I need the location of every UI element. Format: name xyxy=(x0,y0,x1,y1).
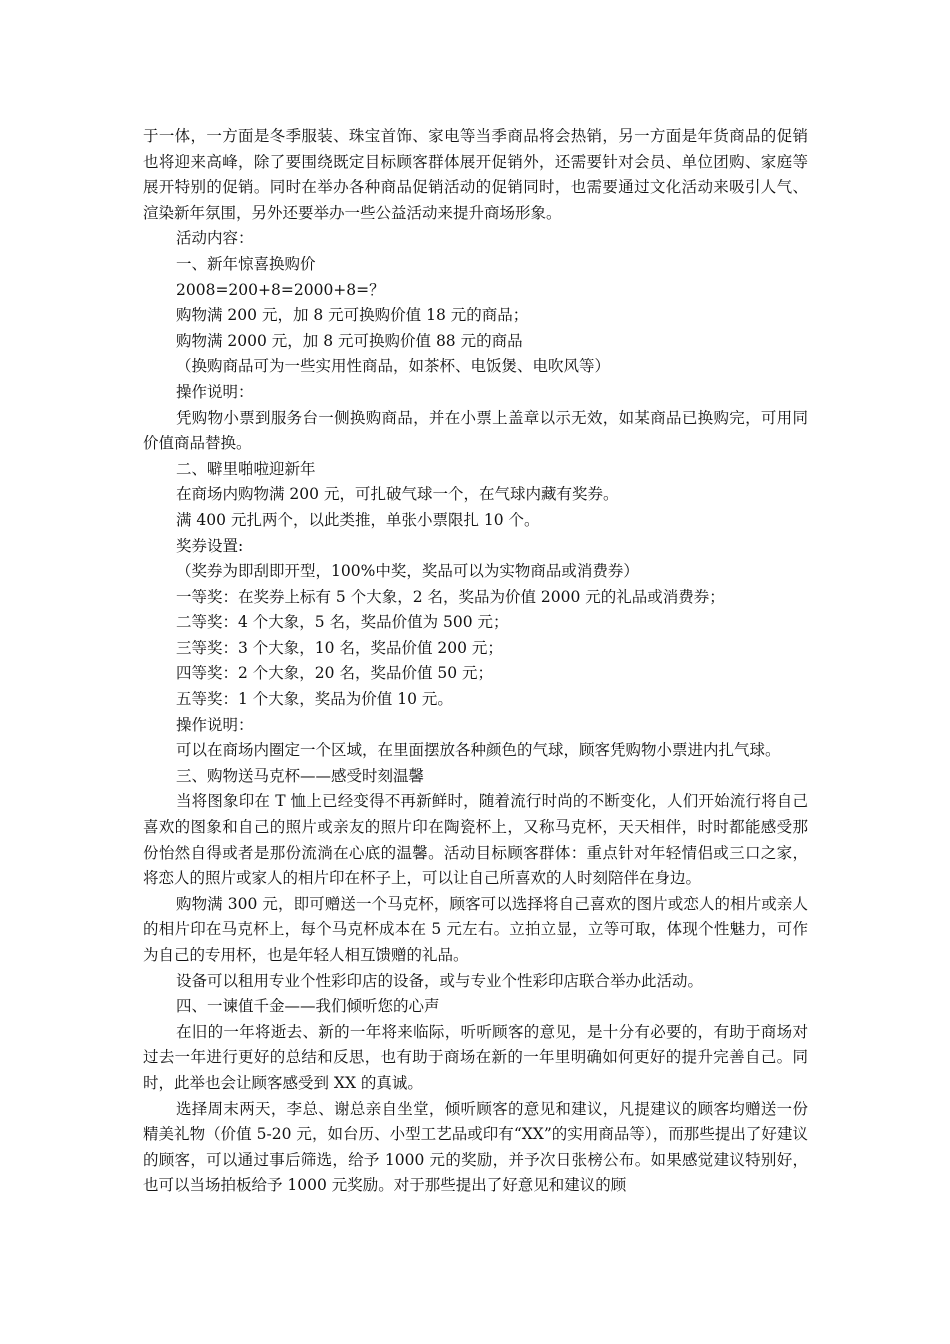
section2-ops-heading: 操作说明： xyxy=(176,715,254,734)
section1-heading: 一、新年惊喜换购价 xyxy=(176,254,316,273)
prize-item: 三等奖：3 个大象，10 名，奖品价值 200 元； xyxy=(176,638,503,657)
activity-heading: 活动内容： xyxy=(176,229,254,248)
section2-line2: 满 400 元扎两个，以此类推，单张小票限扎 10 个。 xyxy=(176,510,540,529)
prize-item: 五等奖：1 个大象，奖品为价值 10 元。 xyxy=(176,690,453,709)
intro-paragraph: 于一体，一方面是冬季服装、珠宝首饰、家电等当季商品将会热销，另一方面是年货商品的促销也将迎来高峰，除了要围绕既定目标顾客群体展开促销外，还需要针对会员、单位团购、家庭等展开特别的促销。同时在举办各种商品促销活动的促销同时，也需要通过文化活动来吸引人气、渲染新年氛围，另外还要举办一些公益活动来提升商场形象。 xyxy=(143,127,808,222)
section1-ops-text: 凭购物小票到服务台一侧换购商品，并在小票上盖章以示无效，如某商品已换购完，可用同价值商品替换。 xyxy=(143,408,808,453)
section2-heading: 二、噼里啪啦迎新年 xyxy=(176,459,316,478)
section3-paragraph-3: 设备可以租用专业个性彩印店的设备，或与专业个性彩印店联合举办此活动。 xyxy=(176,971,704,990)
section4-paragraph-2: 选择周末两天，李总、谢总亲自坐堂，倾听顾客的意见和建议，凡提建议的顾客均赠送一份精美礼物（价值 5-20 元，如台历、小型工艺品或印有“XX”的实用商品等），而那些提出了好建议的顾客，可以通过事后筛选，给予 1000 元的奖励，并予次日张榜公布。如果感觉建议特别好，也可以当场拍板给予 1000 元奖励。对于那些提出了好意见和建议的顾 xyxy=(143,1099,808,1195)
section2-line1: 在商场内购物满 200 元，可扎破气球一个，在气球内藏有奖券。 xyxy=(176,485,619,504)
section3-paragraph-2: 购物满 300 元，即可赠送一个马克杯，顾客可以选择将自己喜欢的图片或恋人的相片或亲人的相片印在马克杯上，每个马克杯成本在 5 元左右。立拍立显，立等可取，体现个性魅力，可作为自己的专用杯，也是年轻人相互馈赠的礼品。 xyxy=(143,894,808,964)
section4-paragraph-1: 在旧的一年将逝去、新的一年将来临际，听听顾客的意见，是十分有必要的，有助于商场对过去一年进行更好的总结和反思，也有助于商场在新的一年里明确如何更好的提升完善自己。同时，此举也会让顾客感受到 XX 的真诚。 xyxy=(143,1022,808,1092)
section1-formula: 2008=200+8=2000+8=？ xyxy=(176,280,385,299)
section2-prize-heading: 奖券设置: xyxy=(176,536,244,555)
prize-item: 一等奖：在奖券上标有 5 个大象，2 名，奖品为价值 2000 元的礼品或消费券； xyxy=(176,587,725,606)
section1-note: （换购商品可为一些实用性商品，如茶杯、电饭煲、电吹风等） xyxy=(176,357,611,376)
prize-item: 四等奖：2 个大象，20 名，奖品价值 50 元； xyxy=(176,664,494,683)
section4-heading: 四、一谏值千金——我们倾听您的心声 xyxy=(176,997,440,1016)
section3-paragraph-1: 当将图象印在 T 恤上已经变得不再新鲜时，随着流行时尚的不断变化，人们开始流行将自己喜欢的图象和自己的照片或亲友的照片印在陶瓷杯上，又称马克杯，天天相伴，时时都能感受那份怡然自得或者是那份流淌在心底的温馨。活动目标顾客群体：重点针对年轻情侣或三口之家，将恋人的照片或家人的相片印在杯子上，可以让自己所喜欢的人时刻陪伴在身边。 xyxy=(143,792,808,888)
section2-prize-note: （奖券为即刮即开型，100%中奖，奖品可以为实物商品或消费券） xyxy=(176,562,639,581)
section1-ops-heading: 操作说明： xyxy=(176,382,254,401)
section1-rule1: 购物满 200 元，加 8 元可换购价值 18 元的商品； xyxy=(176,306,529,325)
section1-rule2: 购物满 2000 元，加 8 元可换购价值 88 元的商品 xyxy=(176,331,523,350)
document-page xyxy=(143,124,808,1199)
prize-item: 二等奖：4 个大象，5 名，奖品价值为 500 元； xyxy=(176,613,509,632)
section2-ops-text: 可以在商场内圈定一个区域，在里面摆放各种颜色的气球，顾客凭购物小票进内扎气球。 xyxy=(176,741,781,760)
section3-heading: 三、购物送马克杯——感受时刻温馨 xyxy=(176,766,425,785)
